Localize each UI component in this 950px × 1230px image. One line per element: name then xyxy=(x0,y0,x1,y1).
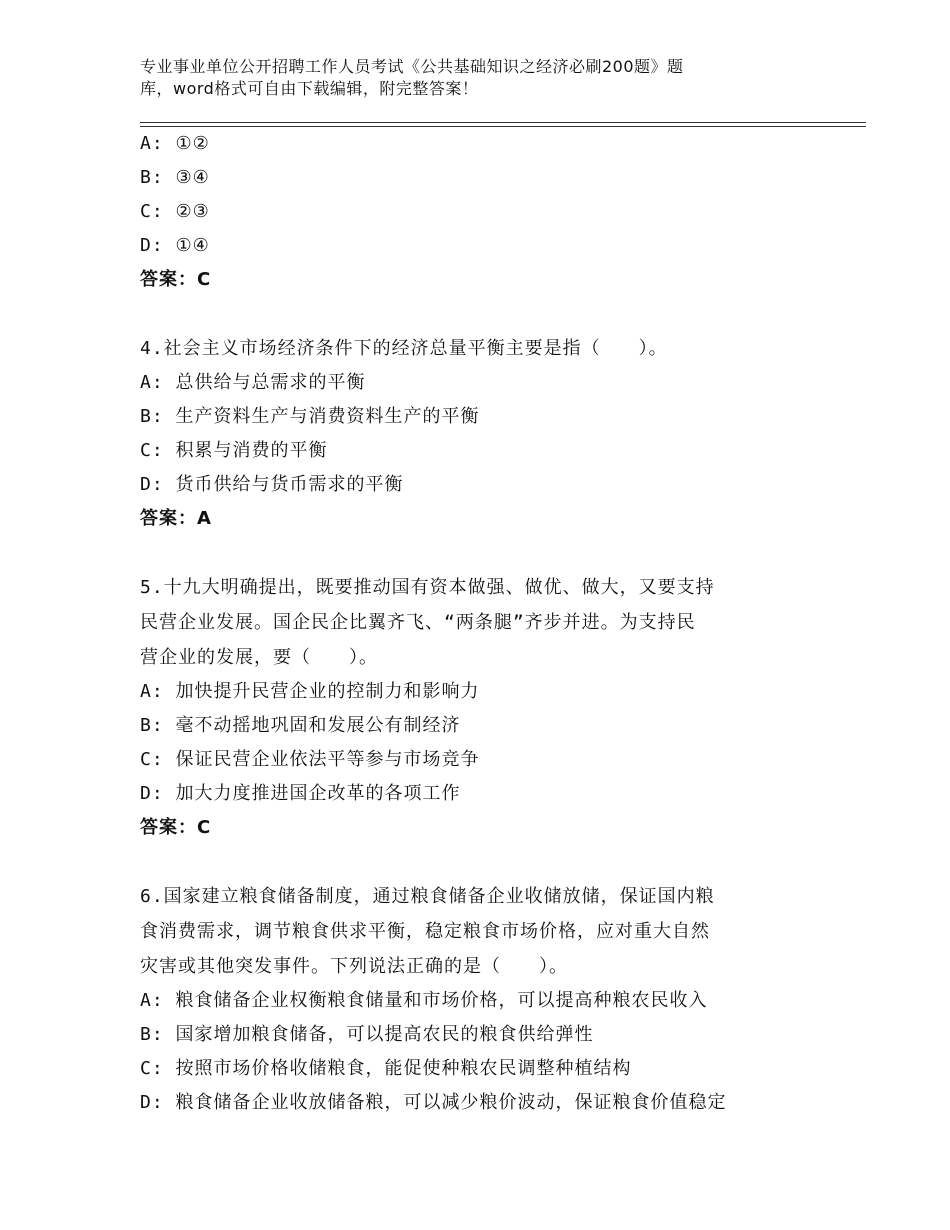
question-stem: 灾害或其他突发事件。下列说法正确的是（ ）。 xyxy=(140,956,568,977)
question-5 xyxy=(140,570,810,845)
option-b: B: 生产资料生产与消费资料生产的平衡 xyxy=(140,406,480,427)
question-4 xyxy=(140,331,810,536)
option-d: D: ①④ xyxy=(140,235,210,256)
header-rule-top xyxy=(140,122,866,123)
answer-label: 答案：C xyxy=(140,269,212,290)
option-a: A: 加快提升民营企业的控制力和影响力 xyxy=(140,681,480,702)
spacer xyxy=(140,536,810,570)
header-line-1: 专业事业单位公开招聘工作人员考试《公共基础知识之经济必刷200题》题 xyxy=(140,57,684,76)
header-line-2: 库，word格式可自由下载编辑，附完整答案！ xyxy=(140,79,479,98)
option-a: A: ①② xyxy=(140,133,210,154)
answer-label: 答案：C xyxy=(140,817,212,838)
question-stem: 营企业的发展，要（ ）。 xyxy=(140,647,378,668)
option-c: C: 按照市场价格收储粮食，能促使种粮农民调整种植结构 xyxy=(140,1058,632,1079)
answer-label: 答案：A xyxy=(140,508,212,529)
option-a: A: 总供给与总需求的平衡 xyxy=(140,372,366,393)
option-d: D: 粮食储备企业收放储备粮，可以减少粮价波动，保证粮食价值稳定 xyxy=(140,1092,727,1113)
question-stem: 6.国家建立粮食储备制度，通过粮食储备企业收储放储，保证国内粮 xyxy=(140,886,715,907)
option-d: D: 货币供给与货币需求的平衡 xyxy=(140,474,404,495)
document-body xyxy=(140,127,810,1120)
option-a: A: 粮食储备企业权衡粮食储量和市场价格，可以提高种粮农民收入 xyxy=(140,990,708,1011)
spacer xyxy=(140,845,810,879)
question-3 xyxy=(140,127,810,297)
option-c: C: 积累与消费的平衡 xyxy=(140,440,328,461)
question-stem: 民营企业发展。国企民企比翼齐飞、“两条腿”齐步并进。为支持民 xyxy=(140,612,696,633)
question-stem: 食消费需求，调节粮食供求平衡，稳定粮食市场价格，应对重大自然 xyxy=(140,921,710,942)
option-c: C: ②③ xyxy=(140,201,210,222)
question-6 xyxy=(140,879,810,1120)
option-c: C: 保证民营企业依法平等参与市场竞争 xyxy=(140,749,480,770)
question-stem: 5.十九大明确提出，既要推动国有资本做强、做优、做大，又要支持 xyxy=(140,577,715,598)
question-stem: 4.社会主义市场经济条件下的经济总量平衡主要是指（ ）。 xyxy=(140,338,668,359)
option-b: B: 毫不动摇地巩固和发展公有制经济 xyxy=(140,715,461,736)
option-b: B: ③④ xyxy=(140,167,210,188)
option-d: D: 加大力度推进国企改革的各项工作 xyxy=(140,783,461,804)
spacer xyxy=(140,297,810,331)
option-b: B: 国家增加粮食储备，可以提高农民的粮食供给弹性 xyxy=(140,1024,594,1045)
document-header xyxy=(140,56,780,100)
